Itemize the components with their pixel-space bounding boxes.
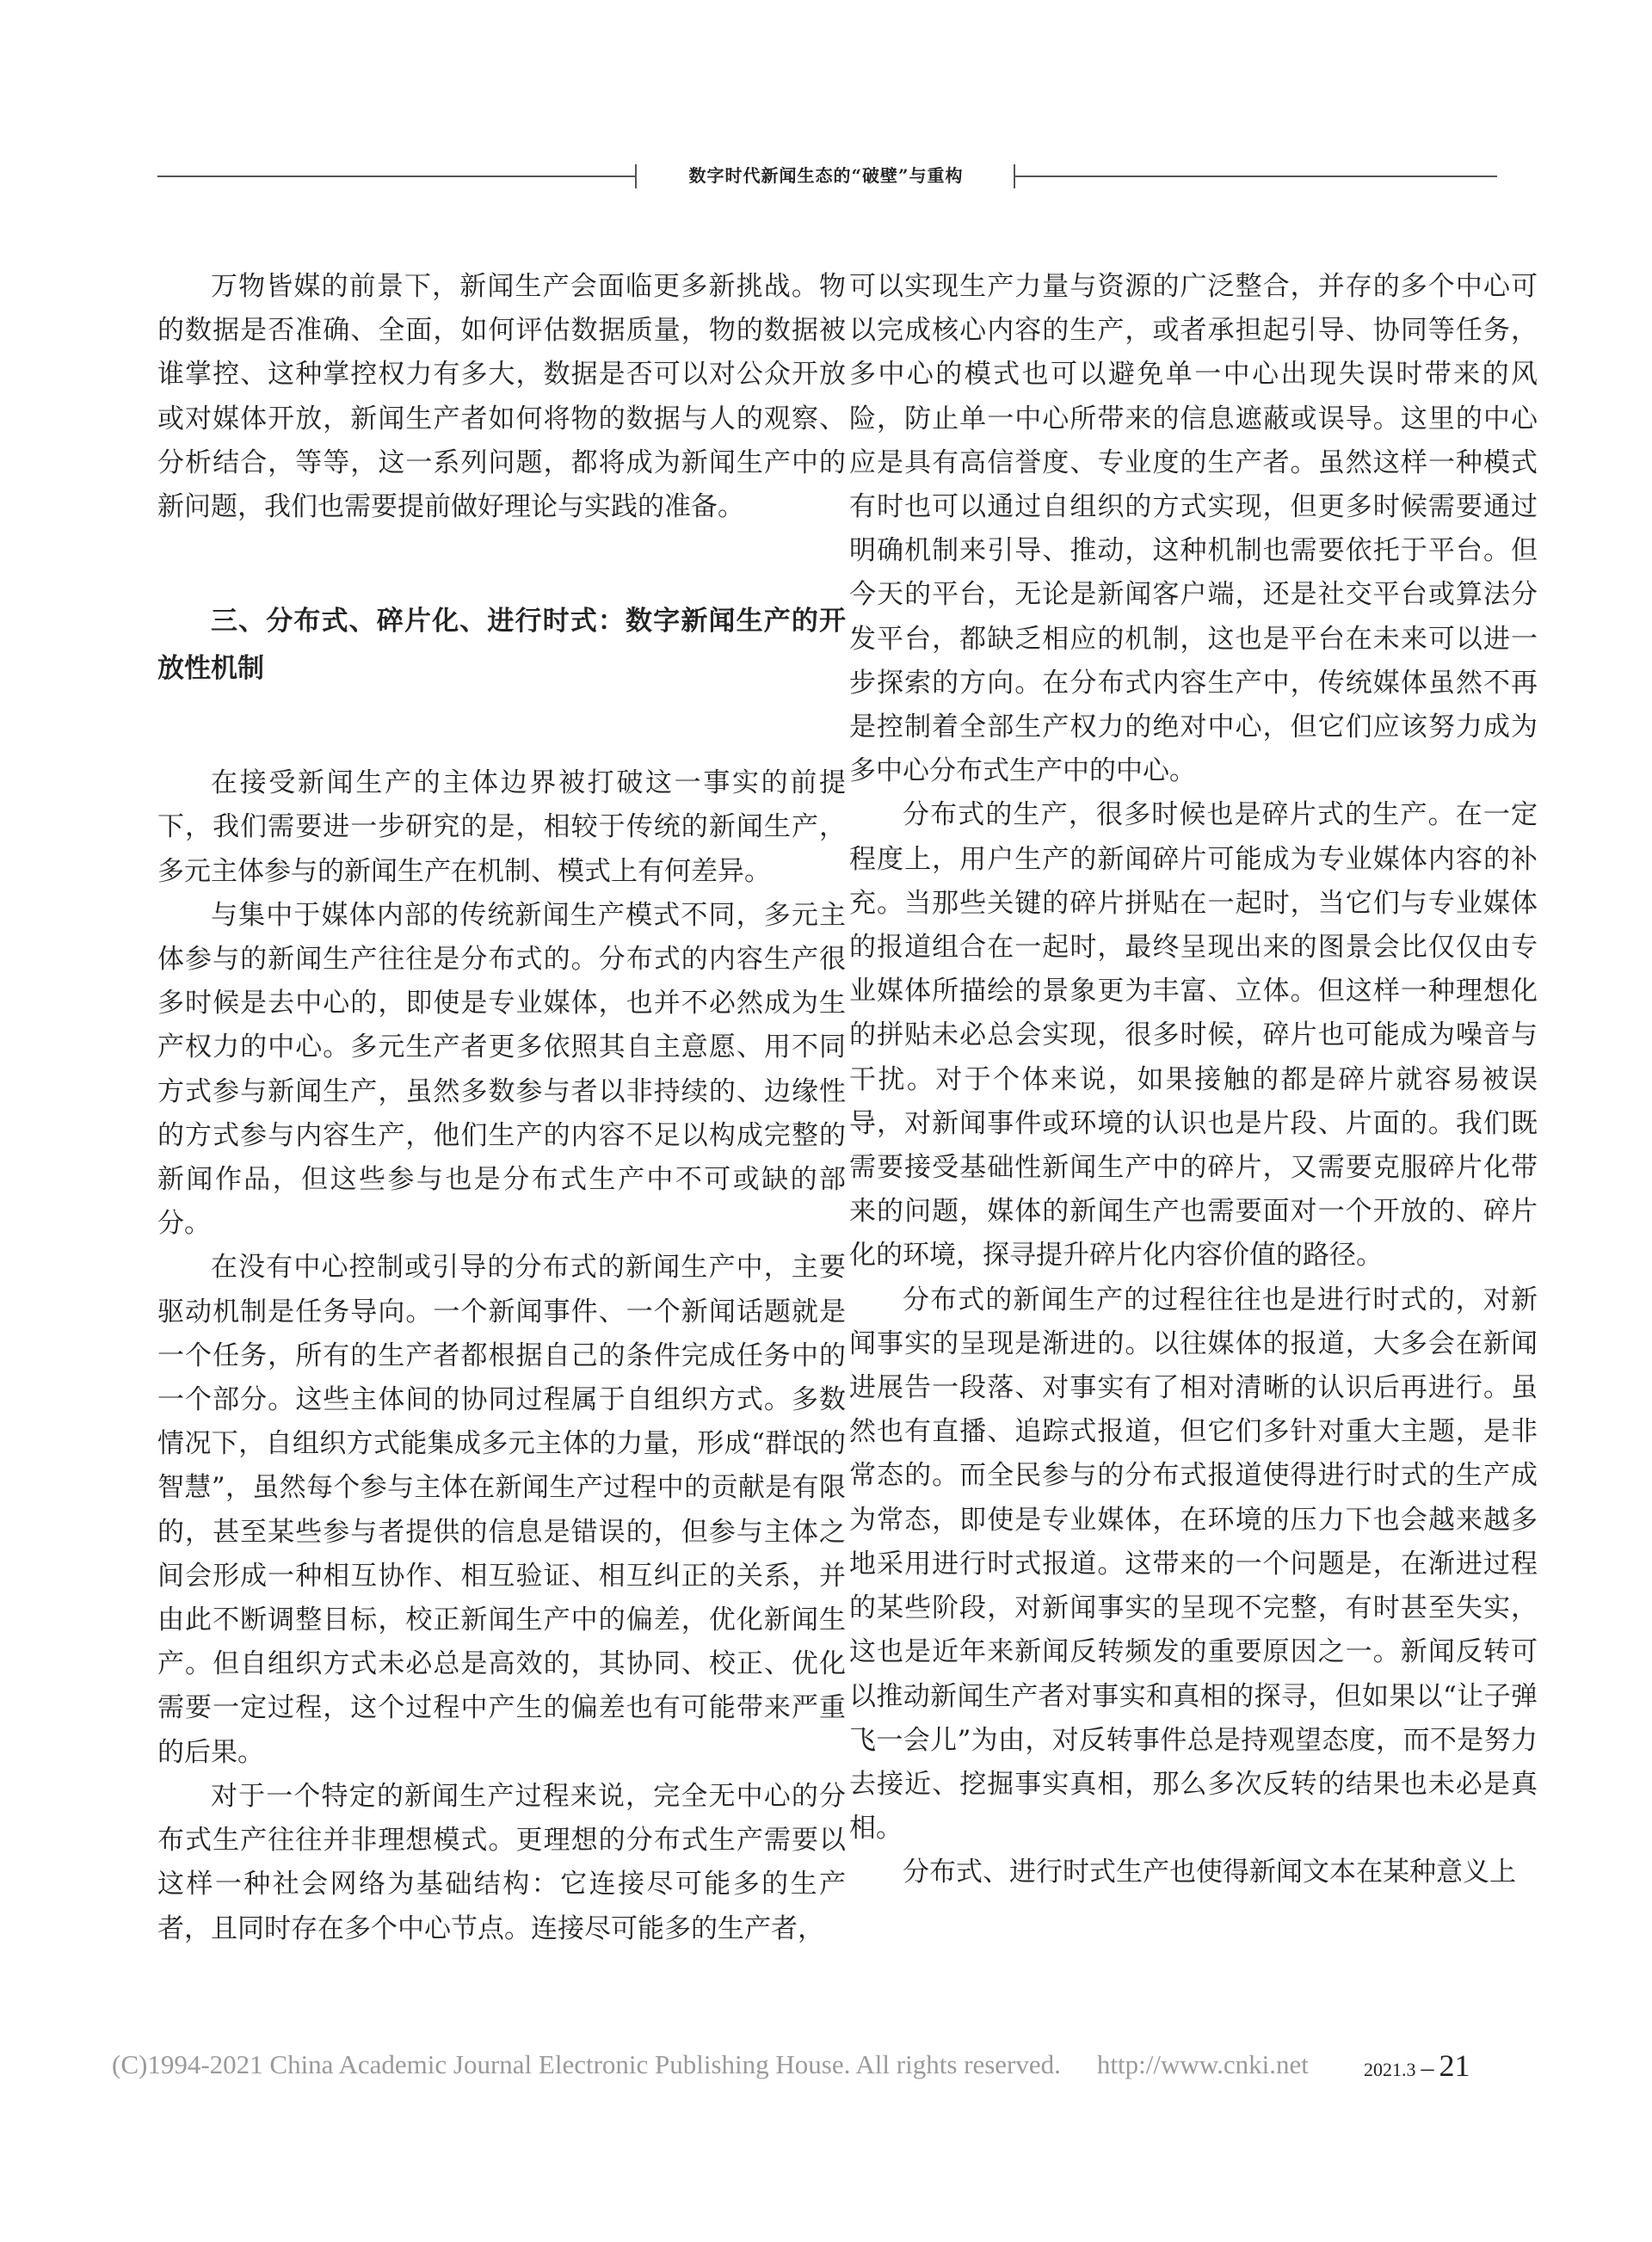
copyright-footer: [112, 2049, 1506, 2080]
header-rule-right: [1015, 176, 1497, 177]
paragraph-continued: 可以实现生产力量与资源的广泛整合，并存的多个中心可以完成核心内容的生产，或者承担起引导、协同等任务，多中心的模式也可以避免单一中心出现失误时带来的风险，防止单一中心所带来的信息遮蔽或误导。这里的中心应是具有高信誉度、专业度的生产者。虽然这样一种模式有时也可以通过自组织的方式实现，但更多时候需要通过明确机制来引导、推动，这种机制也需要依托于平台。但今天的平台，无论是新闻客户端，还是社交平台或算法分发平台，都缺乏相应的机制，这也是平台在未来可以进一步探索的方向。在分布式内容生产中，传统媒体虽然不再是控制着全部生产权力的绝对中心，但它们应该努力成为多中心分布式生产中的中心。: [849, 271, 1538, 787]
left-column: [157, 265, 846, 1951]
paragraph: 在没有中心控制或引导的分布式的新闻生产中，主要驱动机制是任务导向。一个新闻事件、一个新闻话题就是一个任务，所有的生产者都根据自己的条件完成任务中的一个部分。这些主体间的协同过程属于自组织方式。多数情况下，自组织方式能集成多元主体的力量，形成“群氓的智慧”，虽然每个参与主体在新闻生产过程中的贡献是有限的，甚至某些参与者提供的信息是错误的，但参与主体之间会形成一种相互协作、相互验证、相互纠正的关系，并由此不断调整目标，校正新闻生产中的偏差，优化新闻生产。但自组织方式未必总是高效的，其协同、校正、优化需要一定过程，这个过程中产生的偏差也有可能带来严重的后果。: [157, 1252, 846, 1768]
paragraph-intro-continued: 万物皆媒的前景下，新闻生产会面临更多新挑战。物的数据是否准确、全面，如何评估数据质量，物的数据被谁掌控、这种掌控权力有多大，数据是否可以对公众开放或对媒体开放，新闻生产者如何将物的数据与人的观察、分析结合，等等，这一系列问题，都将成为新闻生产中的新问题，我们也需要提前做好理论与实践的准备。: [157, 271, 846, 523]
paragraph: 与集中于媒体内部的传统新闻生产模式不同，多元主体参与的新闻生产往往是分布式的。分布式的内容生产很多时候是去中心的，即使是专业媒体，也并不必然成为生产权力的中心。多元生产者更多依照其自主意愿、用不同方式参与新闻生产，虽然多数参与者以非持续的、边缘性的方式参与内容生产，他们生产的内容不足以构成完整的新闻作品，但这些参与也是分布式生产中不可或缺的部分。: [157, 899, 846, 1240]
page-number-block: [1364, 2048, 1470, 2084]
paragraph: 分布式的新闻生产的过程往往也是进行时式的，对新闻事实的呈现是渐进的。以往媒体的报道，大多会在新闻进展告一段落、对事实有了相对清晰的认识后再进行。虽然也有直播、追踪式报道，但它们多针对重大主题，是非常态的。而全民参与的分布式报道使得进行时式的生产成为常态，即使是专业媒体，在环境的压力下也会越来越多地采用进行时式报道。这带来的一个问题是，在渐进过程的某些阶段，对新闻事实的呈现不完整，有时甚至失实，这也是近年来新闻反转频发的重要原因之一。新闻反转可以推动新闻生产者对事实和真相的探寻，但如果以“让子弹飞一会儿”为由，对反转事件总是持观望态度，而不是努力去接近、挖掘事实真相，那么多次反转的结果也未必是真相。: [849, 1284, 1538, 1845]
header-rule-tick-left: [635, 164, 637, 188]
section-heading: 三、分布式、碎片化、进行时式：数字新闻生产的开放性机制: [157, 606, 846, 685]
page-dash: –: [1421, 2054, 1434, 2082]
footer-url[interactable]: http://www.cnki.net: [1096, 2049, 1309, 2079]
running-title: 数字时代新闻生态的“破壁”与重构: [688, 165, 964, 186]
issue-date: 2021.3: [1364, 2059, 1416, 2080]
header-rule-left: [157, 176, 635, 177]
page-number: 21: [1439, 2048, 1470, 2083]
paragraph: 分布式、进行时式生产也使得新闻文本在某种意义上: [903, 1857, 1516, 1888]
right-column: [849, 265, 1538, 1895]
paragraph: 对于一个特定的新闻生产过程来说，完全无中心的分布式生产往往并非理想模式。更理想的分布式生产需要以这样一种社会网络为基础结构：它连接尽可能多的生产者，且同时存在多个中心节点。连接尽可能多的生产者，: [157, 1780, 846, 1944]
paragraph: 在接受新闻生产的主体边界被打破这一事实的前提下，我们需要进一步研究的是，相较于传统的新闻生产，多元主体参与的新闻生产在机制、模式上有何差异。: [157, 767, 846, 887]
copyright-notice: (C)1994-2021 China Academic Journal Electronic Publishing House. All rights reserved.: [112, 2049, 1061, 2079]
paragraph: 分布式的生产，很多时候也是碎片式的生产。在一定程度上，用户生产的新闻碎片可能成为专业媒体内容的补充。当那些关键的碎片拼贴在一起时，当它们与专业媒体的报道组合在一起时，最终呈现出来的图景会比仅仅由专业媒体所描绘的景象更为丰富、立体。但这样一种理想化的拼贴未必总会实现，很多时候，碎片也可能成为噪音与干扰。对于个体来说，如果接触的都是碎片就容易被误导，对新闻事件或环境的认识也是片段、片面的。我们既需要接受基础性新闻生产中的碎片，又需要克服碎片化带来的问题，媒体的新闻生产也需要面对一个开放的、碎片化的环境，探寻提升碎片化内容价值的路径。: [849, 799, 1538, 1272]
